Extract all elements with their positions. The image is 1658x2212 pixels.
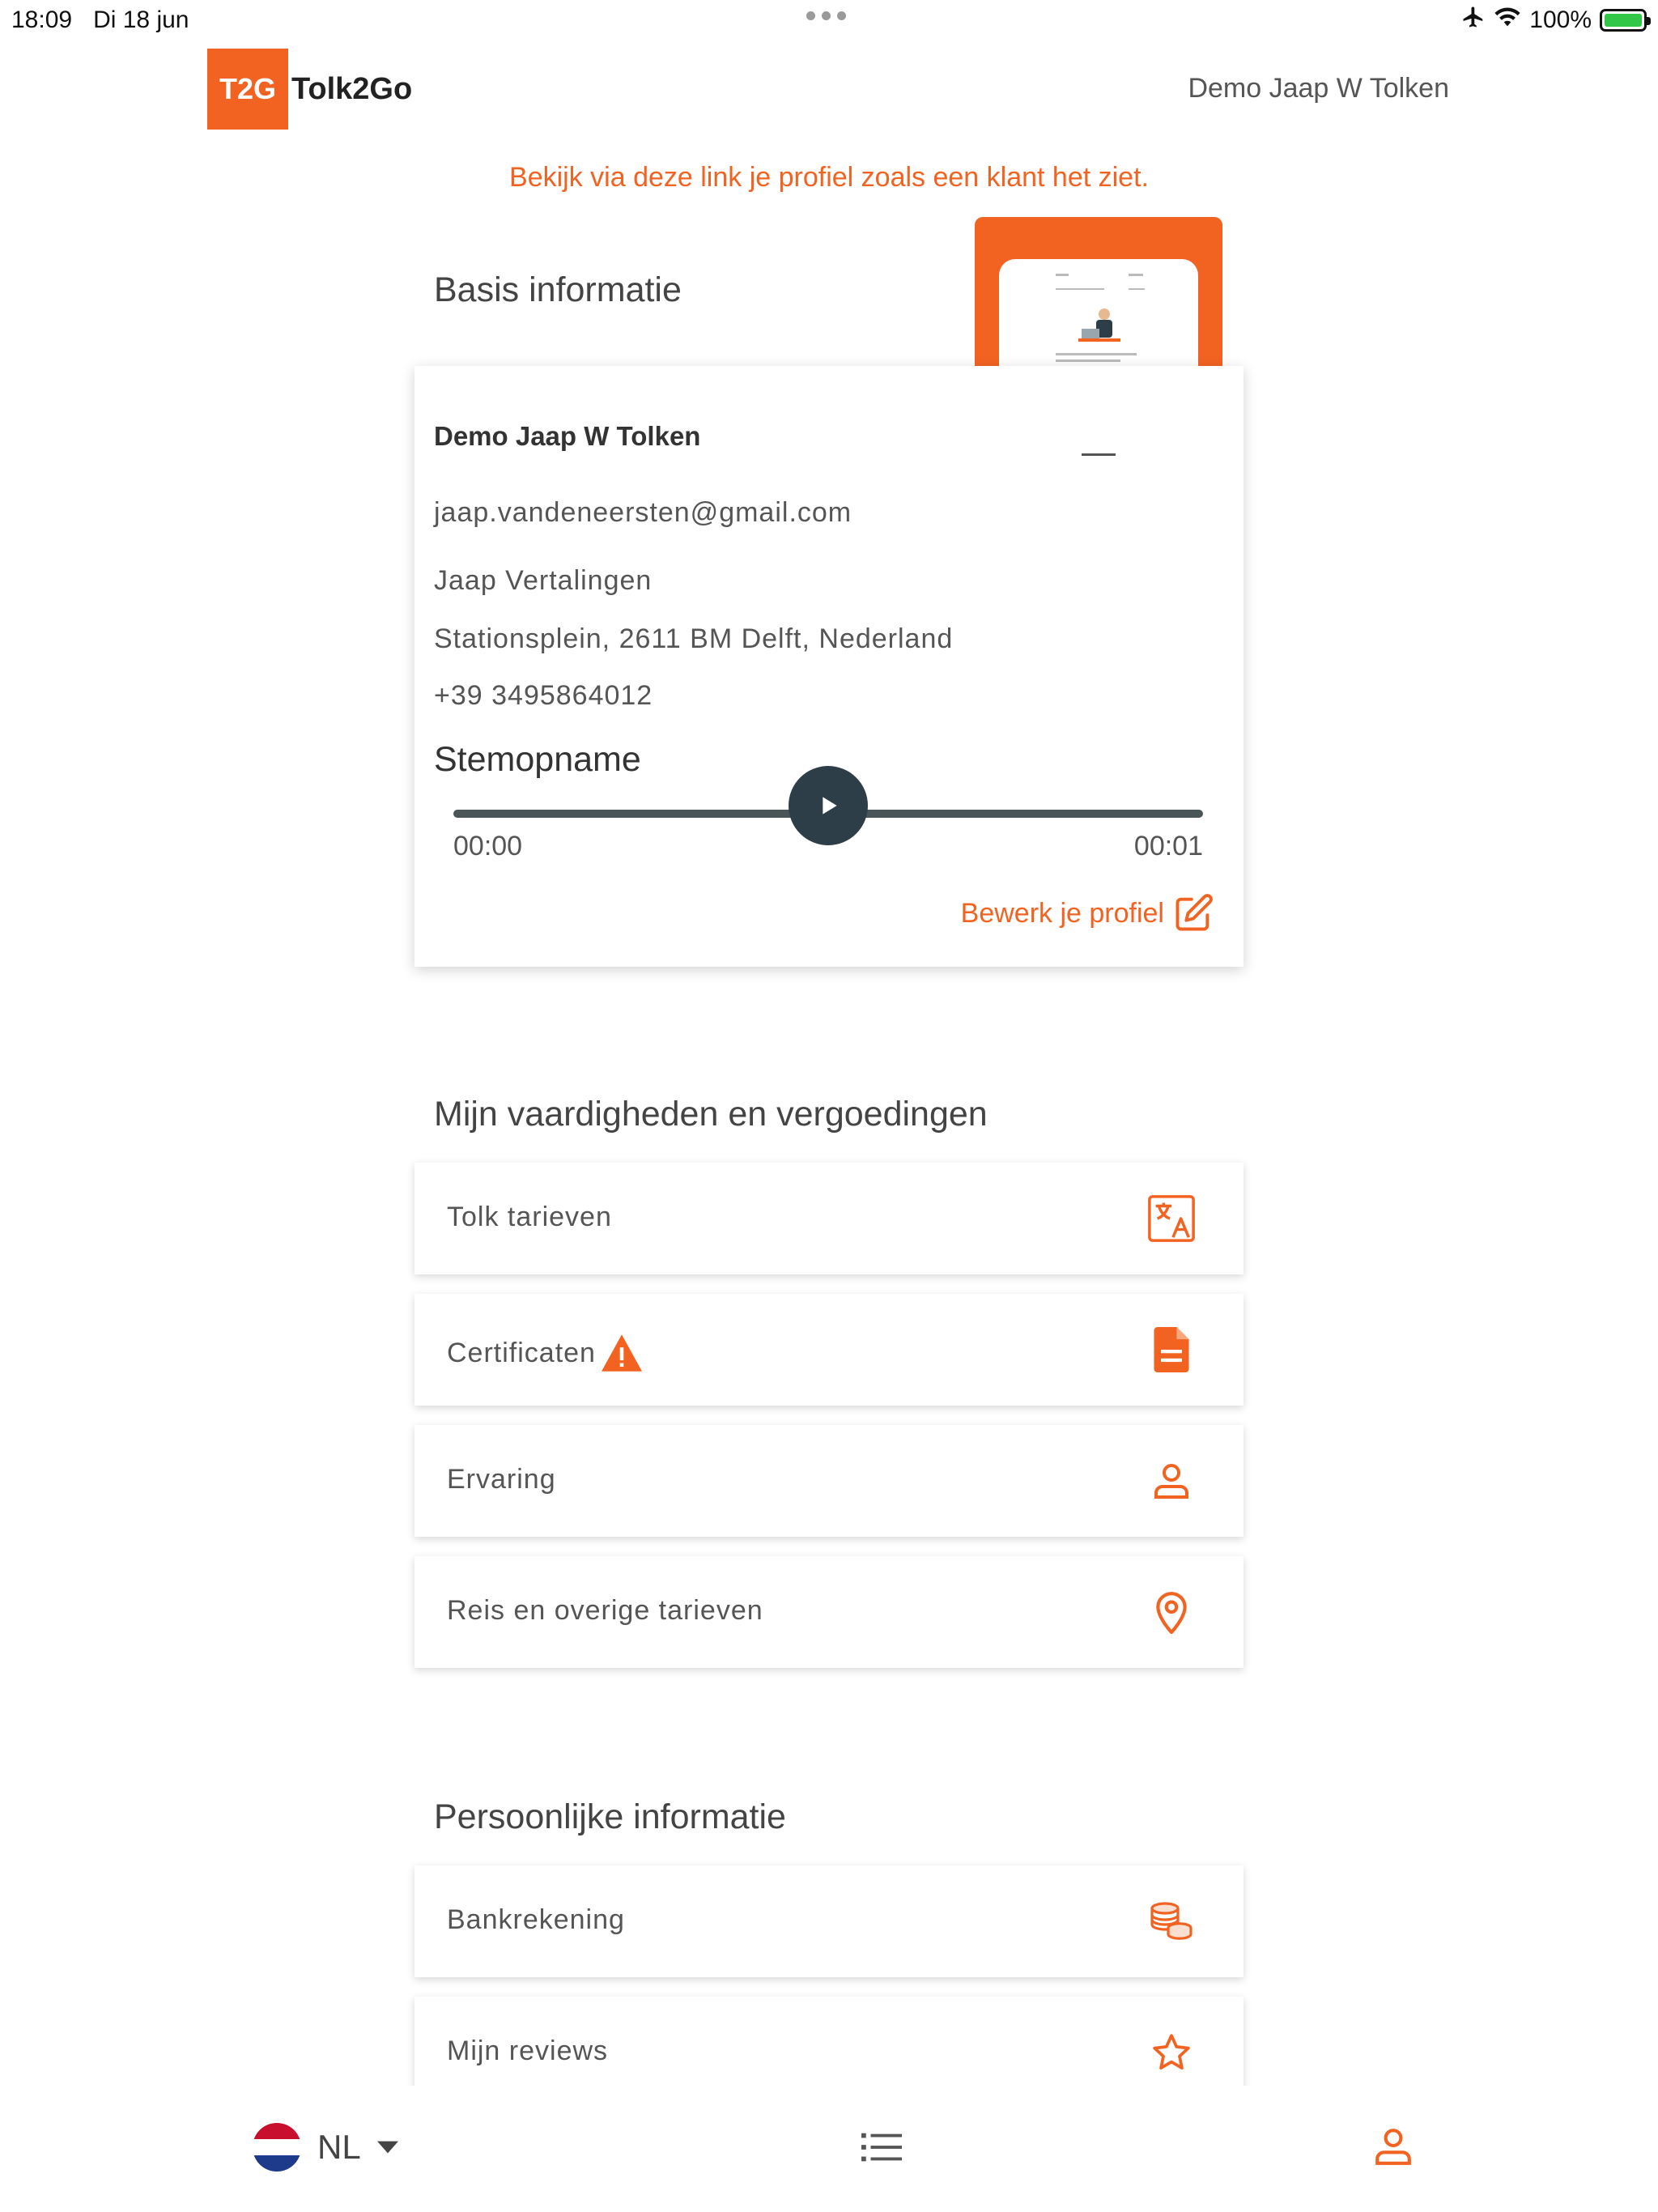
multitasking-dots-icon[interactable] bbox=[806, 11, 846, 20]
voice-recording-title: Stemopname bbox=[434, 740, 641, 779]
divider bbox=[1082, 453, 1116, 456]
netherlands-flag-icon bbox=[253, 2123, 301, 2172]
profile-phone: +39 3495864012 bbox=[434, 680, 653, 711]
play-button[interactable] bbox=[789, 766, 868, 845]
list-item-label: Tolk tarieven bbox=[447, 1202, 612, 1232]
profile-name: Demo Jaap W Tolken bbox=[434, 421, 701, 451]
skills-section-title: Mijn vaardigheden en vergoedingen bbox=[434, 1095, 988, 1134]
basis-info-card bbox=[414, 366, 1244, 967]
audio-time-start: 00:00 bbox=[453, 831, 523, 861]
status-time-date bbox=[11, 6, 210, 34]
wifi-icon bbox=[1494, 5, 1521, 36]
list-item-bankrekening[interactable] bbox=[414, 1865, 1244, 1977]
translate-icon bbox=[1145, 1192, 1198, 1245]
battery-percentage: 100% bbox=[1529, 6, 1592, 33]
list-item-label: Certificaten bbox=[447, 1337, 596, 1368]
app-logo[interactable] bbox=[207, 49, 412, 130]
play-icon bbox=[815, 793, 841, 819]
location-pin-icon bbox=[1145, 1585, 1198, 1639]
profile-company: Jaap Vertalingen bbox=[434, 565, 653, 596]
list-item-label: Bankrekening bbox=[447, 1904, 625, 1935]
list-item-ervaring[interactable] bbox=[414, 1425, 1244, 1537]
edit-profile-link[interactable] bbox=[961, 892, 1214, 934]
list-item-certificaten[interactable] bbox=[414, 1294, 1244, 1406]
language-selector[interactable] bbox=[253, 2123, 398, 2172]
profile-email: jaap.vandeneersten@gmail.com bbox=[434, 497, 852, 528]
list-item-label: Ervaring bbox=[447, 1464, 556, 1495]
logo-name: Tolk2Go bbox=[291, 71, 413, 106]
battery-icon bbox=[1600, 9, 1647, 32]
edit-profile-label: Bewerk je profiel bbox=[960, 897, 1164, 929]
list-menu-icon[interactable] bbox=[861, 2133, 902, 2166]
list-item-label-row bbox=[447, 1333, 644, 1373]
star-icon bbox=[1145, 2026, 1198, 2079]
public-profile-link[interactable]: Bekijk via deze link je profiel zoals een klant het ziet. bbox=[509, 162, 1149, 193]
profile-preview-thumbnail[interactable] bbox=[975, 217, 1222, 366]
edit-icon bbox=[1172, 892, 1214, 934]
status-bar bbox=[0, 0, 1658, 39]
list-item-reis-tarieven[interactable] bbox=[414, 1556, 1244, 1668]
list-item-label: Reis en overige tarieven bbox=[447, 1595, 763, 1626]
basis-info-title: Basis informatie bbox=[434, 270, 682, 309]
profile-nav-icon[interactable] bbox=[1373, 2126, 1414, 2171]
status-indicators bbox=[1461, 5, 1647, 36]
logo-mark: T2G bbox=[207, 49, 288, 130]
status-date: Di 18 jun bbox=[93, 6, 189, 33]
profile-address: Stationsplein, 2611 BM Delft, Nederland bbox=[434, 623, 954, 654]
document-icon bbox=[1145, 1323, 1198, 1376]
warning-icon bbox=[599, 1333, 644, 1373]
language-code: NL bbox=[317, 2128, 361, 2166]
coins-icon bbox=[1145, 1895, 1198, 1948]
airplane-icon bbox=[1461, 5, 1486, 36]
personal-section-title: Persoonlijke informatie bbox=[434, 1797, 786, 1836]
list-item-label: Mijn reviews bbox=[447, 2035, 609, 2066]
header-user-name[interactable]: Demo Jaap W Tolken bbox=[1188, 73, 1449, 104]
caret-down-icon bbox=[377, 2141, 398, 2154]
audio-time-end: 00:01 bbox=[1133, 831, 1203, 861]
list-item-tolk-tarieven[interactable] bbox=[414, 1163, 1244, 1274]
person-icon bbox=[1145, 1454, 1198, 1508]
status-time: 18:09 bbox=[11, 6, 73, 33]
person-at-desk-icon bbox=[1077, 306, 1122, 345]
